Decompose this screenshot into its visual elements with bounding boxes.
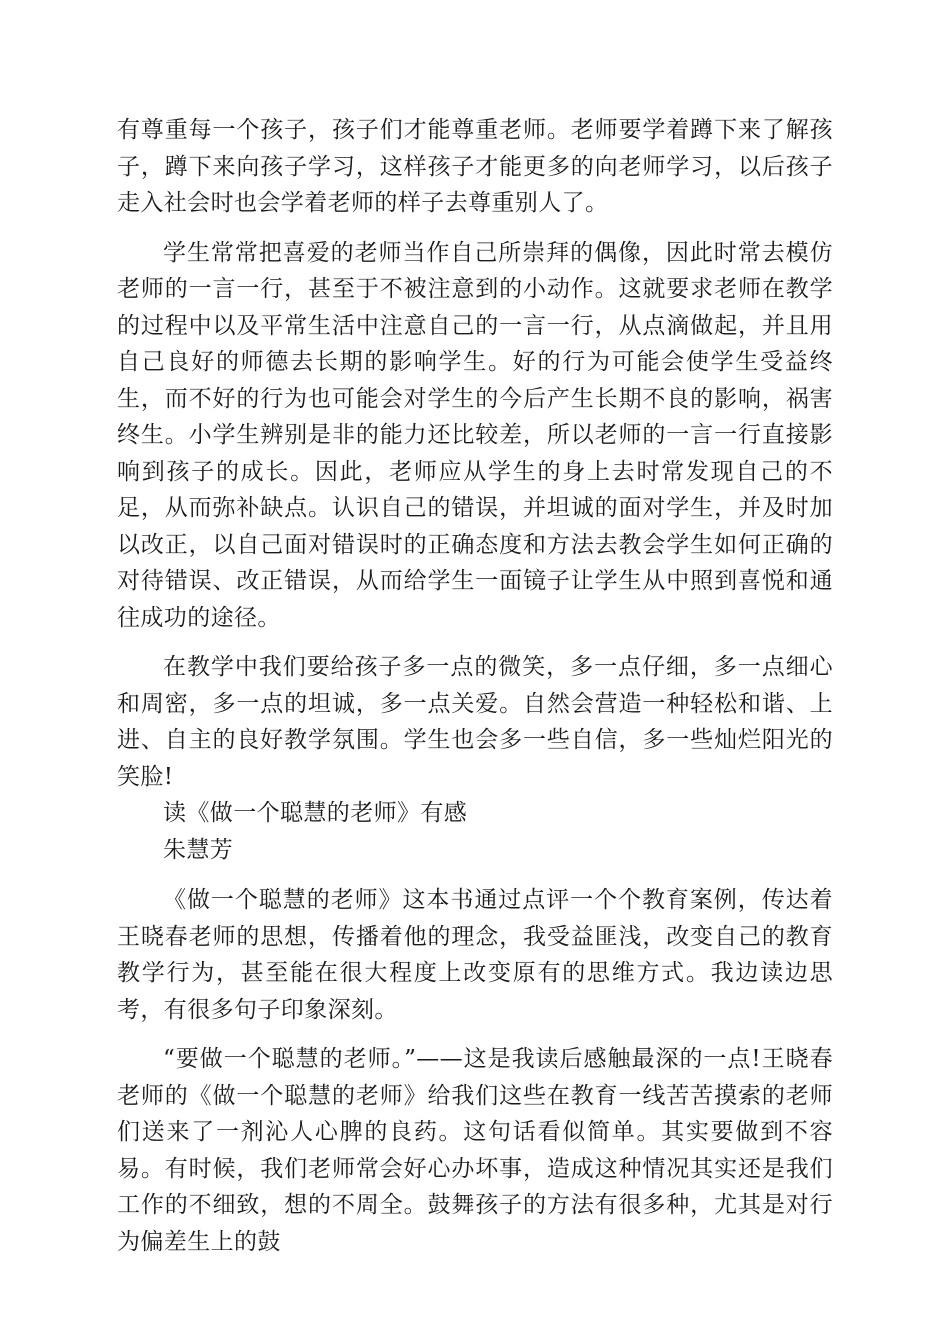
paragraph-wise-teacher: “要做一个聪慧的老师。”——这是我读后感触最深的一点!王晓春老师的《做一个聪慧的老师》给我们这些在教育一线苦苦摸索的老师们送来了一剂沁人心脾的良药。这句话看似简单。其实要做到不容易。有时候，我们老师常会好心办坏事，造成这种情况其实还是我们工作的不细致，想的不周全。鼓舞孩子的方法有很多种，尤其是对行为偏差生上的鼓 <box>117 1046 833 1255</box>
paragraph-continuation: 有尊重每一个孩子，孩子们才能尊重老师。老师要学着蹲下来了解孩子，蹲下来向孩子学习，这样孩子才能更多的向老师学习，以后孩子走入社会时也会学着老师的样子去尊重别人了。 <box>117 117 833 216</box>
article-title: 读《做一个聪慧的老师》有感 <box>163 800 468 826</box>
article-author: 朱慧芳 <box>163 836 234 863</box>
document-page <box>117 112 833 1260</box>
paragraph-smile: 在教学中我们要给孩子多一点的微笑，多一点仔细，多一点细心和周密，多一点的坦诚，多一点关爱。自然会营造一种轻松和谐、上进、自主的良好教学氛围。学生也会多一些自信，多一些灿烂阳光的笑脸! <box>117 654 833 790</box>
paragraph-role-model: 学生常常把喜爱的老师当作自己所崇拜的偶像，因此时常去模仿老师的一言一行，甚至于不被注意到的小动作。这就要求老师在教学的过程中以及平常生活中注意自己的一言一行，从点滴做起，并且用自己良好的师德去长期的影响学生。好的行为可能会使学生受益终生，而不好的行为也可能会对学生的今后产生长期不良的影响，祸害终生。小学生辨别是非的能力还比较差，所以老师的一言一行直接影响到孩子的成长。因此，老师应从学生的身上去时常发现自己的不足，从而弥补缺点。认识自己的错误，并坦诚的面对学生，并及时加以改正，以自己面对错误时的正确态度和方法去教会学生如何正确的对待错误、改正错误，从而给学生一面镜子让学生从中照到喜悦和通往成功的途径。 <box>117 239 833 631</box>
paragraph-book-intro: 《做一个聪慧的老师》这本书通过点评一个个教育案例，传达着王晓春老师的思想，传播着他的理念，我受益匪浅，改变自己的教育教学行为，甚至能在很大程度上改变原有的思维方式。我边读边思考，有很多句子印象深刻。 <box>117 887 833 1023</box>
